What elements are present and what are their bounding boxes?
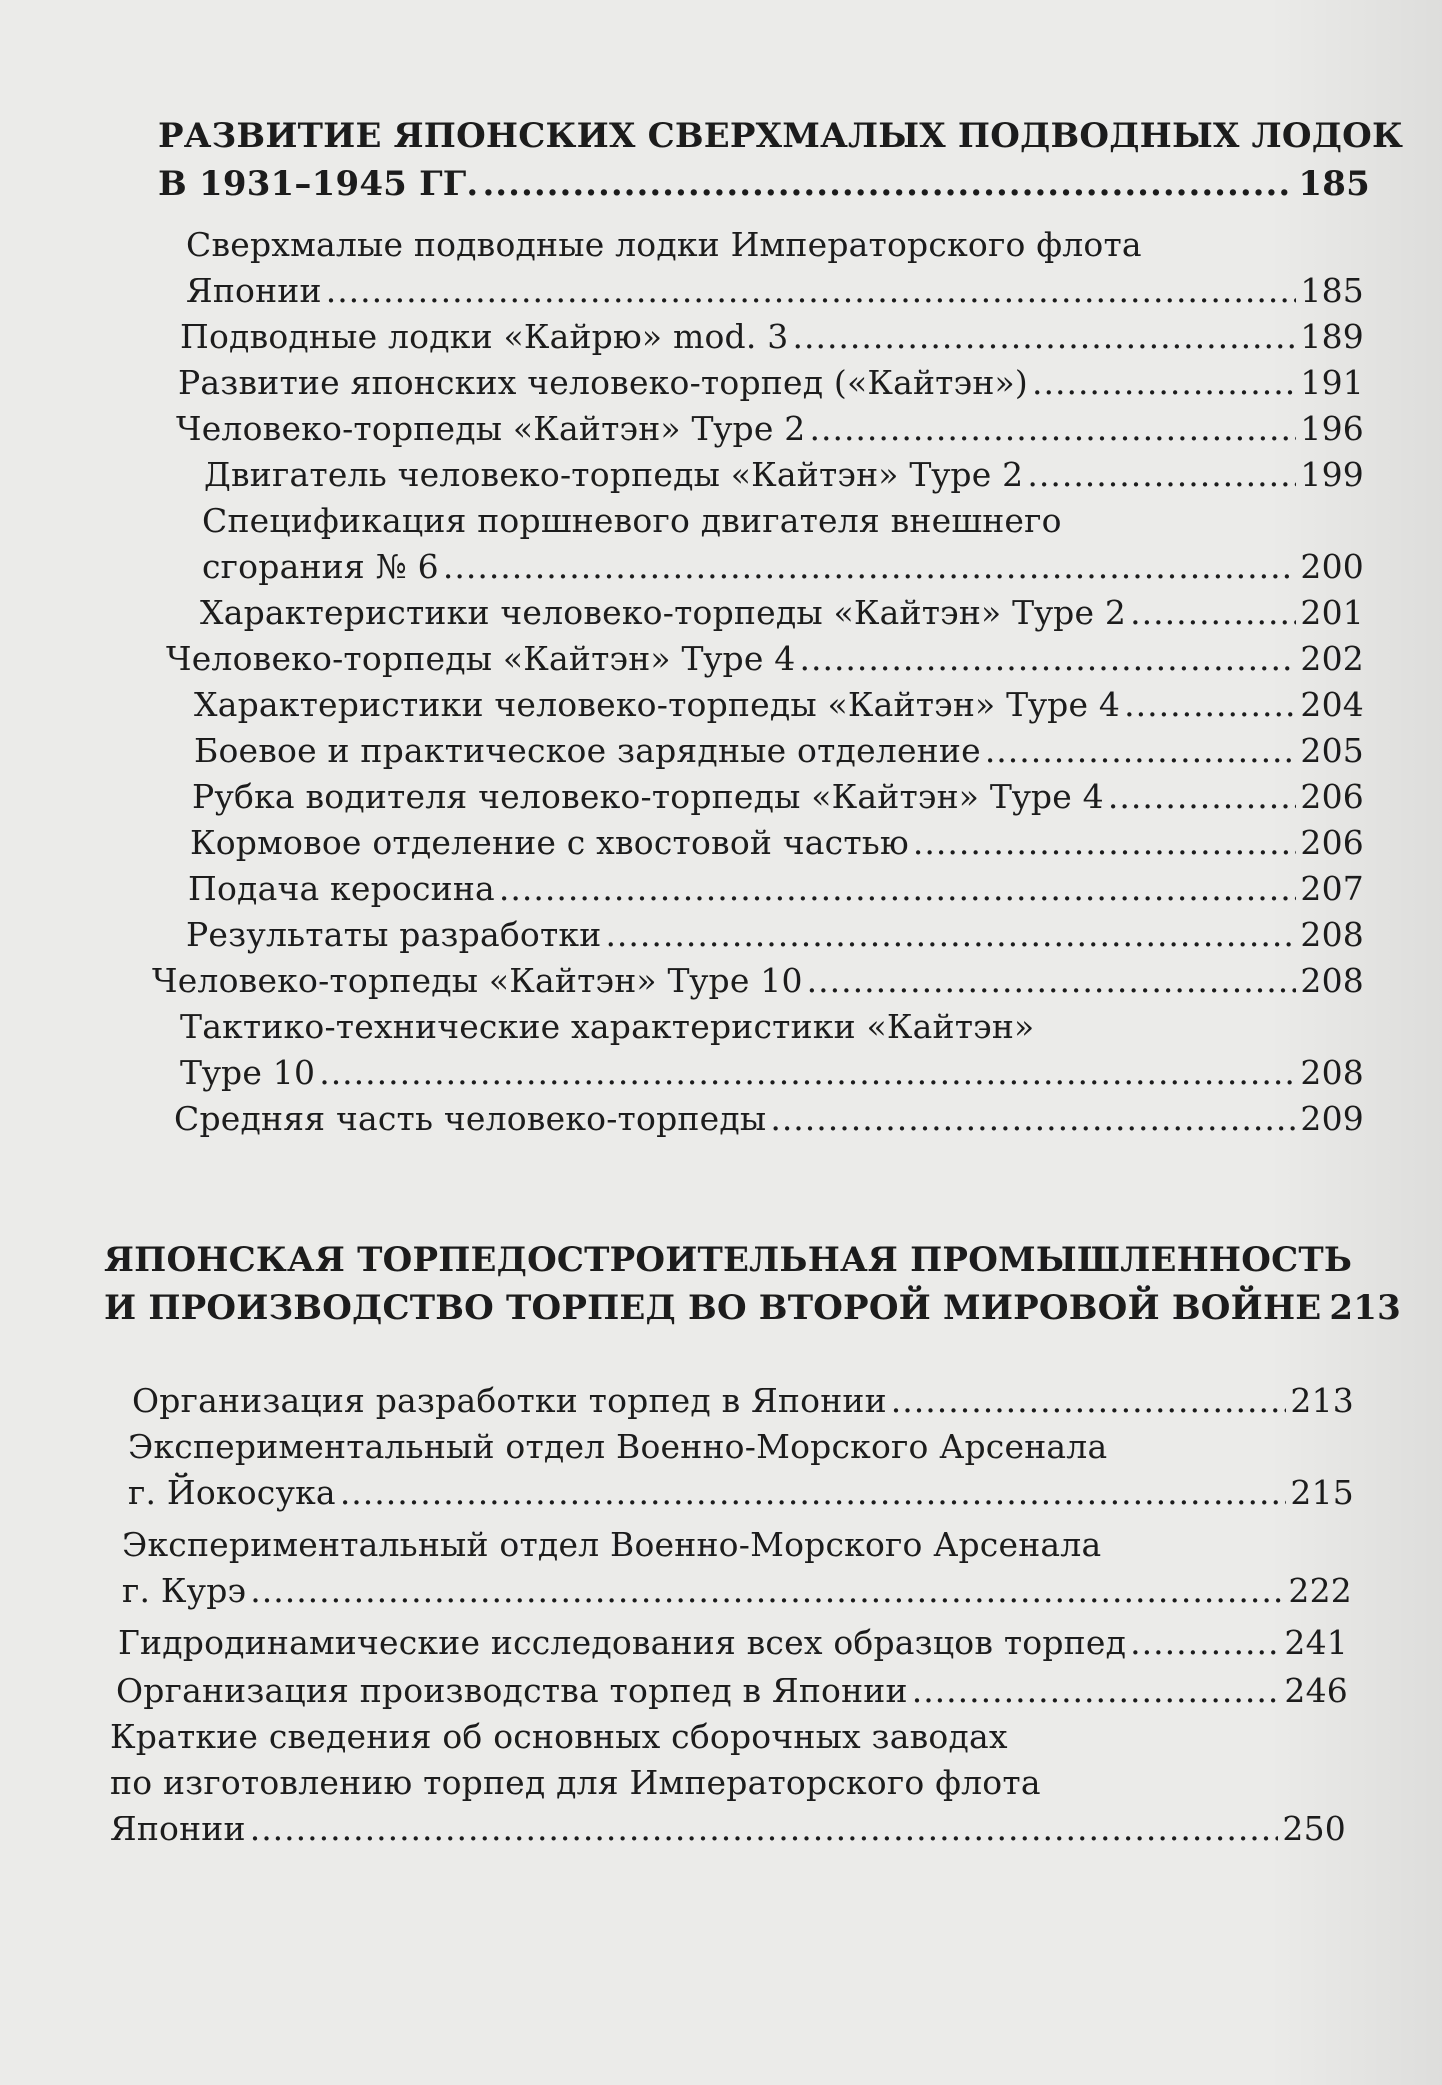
toc-entry: [122, 1522, 1352, 1614]
entry-line: Краткие сведения об основных сборочных заводах: [110, 1717, 1008, 1756]
page-number: 208: [1300, 915, 1364, 954]
entry-last-row: [128, 1470, 1354, 1516]
page-number: 200: [1300, 547, 1364, 586]
toc-entry: [174, 1096, 1364, 1142]
toc-entry: [180, 1004, 1364, 1096]
entry-text: Type 10: [180, 1053, 316, 1092]
toc-entry: [166, 636, 1364, 682]
entry-last-row: [180, 1050, 1364, 1096]
dot-leader: [250, 1568, 1284, 1614]
page-number: 185: [1298, 164, 1370, 204]
dot-leader: [1032, 360, 1296, 406]
entry-line: по изготовлению торпед для Императорского флота: [110, 1763, 1041, 1802]
page-number: 222: [1288, 1571, 1352, 1610]
entry-text: г. Курэ: [122, 1571, 247, 1610]
heading-line: ЯПОНСКАЯ ТОРПЕДОСТРОИТЕЛЬНАЯ ПРОМЫШЛЕННОСТЬ: [104, 1240, 1353, 1280]
toc-entry: [178, 360, 1364, 406]
heading-line: РАЗВИТИЕ ЯПОНСКИХ СВЕРХМАЛЫХ ПОДВОДНЫХ ЛОДОК: [158, 116, 1404, 156]
dot-leader: [799, 636, 1296, 682]
page-number: 208: [1300, 1053, 1364, 1092]
toc-section-1: [158, 112, 1404, 208]
entry-text: Человеко-торпеды «Кайтэн» Type 10: [152, 961, 803, 1000]
toc-entry: [194, 682, 1364, 728]
entry-line: Сверхмалые подводные лодки Императорского флота: [186, 225, 1142, 264]
dot-leader: [1130, 1620, 1280, 1666]
heading-last-row: [104, 1284, 1401, 1332]
heading-last-text: В 1931–1945 ГГ.: [158, 164, 479, 204]
entry-last-row: [202, 544, 1364, 590]
page-number: 205: [1300, 731, 1364, 770]
entry-text: Человеко-торпеды «Кайтэн» Type 4: [166, 639, 796, 678]
section-heading: [158, 112, 1404, 208]
dot-leader: [1027, 452, 1296, 498]
dot-leader: [250, 1806, 1279, 1852]
dot-leader: [807, 958, 1297, 1004]
toc-entry: [132, 1378, 1354, 1424]
page-number: 206: [1300, 823, 1364, 862]
entry-last-row: [186, 268, 1364, 314]
entry-text: Рубка водителя человеко-торпеды «Кайтэн» Type 4: [192, 777, 1104, 816]
toc-entry: [180, 314, 1364, 360]
entry-text: г. Йокосука: [128, 1473, 336, 1512]
entry-last-row: [122, 1568, 1352, 1614]
dot-leader: [1124, 682, 1296, 728]
toc-entry: [200, 590, 1364, 636]
entry-text: Средняя часть человеко-торпеды: [174, 1099, 767, 1138]
entry-text: Гидродинамические исследования всех образцов торпед: [118, 1623, 1127, 1662]
dot-leader: [326, 268, 1297, 314]
page-number: 185: [1300, 271, 1364, 310]
page-number: 250: [1282, 1809, 1346, 1848]
dot-leader: [985, 728, 1297, 774]
entry-last-row: [110, 1806, 1346, 1852]
entry-text: Подводные лодки «Кайрю» mod. 3: [180, 317, 789, 356]
page-number: 191: [1300, 363, 1364, 402]
page-number: 202: [1300, 639, 1364, 678]
entry-text: Организация производства торпед в Японии: [116, 1671, 908, 1710]
toc-entry: [128, 1424, 1354, 1516]
entry-text: Результаты разработки: [186, 915, 602, 954]
toc-entry: [204, 452, 1364, 498]
entry-text: Подача керосина: [188, 869, 495, 908]
page-number: 246: [1284, 1671, 1348, 1710]
heading-last-text: И ПРОИЗВОДСТВО ТОРПЕД ВО ВТОРОЙ МИРОВОЙ ВОЙНЕ: [104, 1288, 1322, 1328]
page-number: 208: [1300, 961, 1364, 1000]
page-number: 207: [1300, 869, 1364, 908]
toc-entry: [186, 222, 1364, 314]
toc-entry: [116, 1668, 1348, 1714]
entry-text: Японии: [186, 271, 322, 310]
dot-leader: [443, 544, 1297, 590]
entry-text: Человеко-торпеды «Кайтэн» Type 2: [176, 409, 806, 448]
dot-leader: [499, 866, 1296, 912]
page-number: 213: [1329, 1288, 1401, 1328]
toc-entry: [202, 498, 1364, 590]
entry-text: Кормовое отделение с хвостовой частью: [190, 823, 909, 862]
entry-text: Организация разработки торпед в Японии: [132, 1381, 887, 1420]
dot-leader: [891, 1378, 1287, 1424]
dot-leader: [1130, 590, 1296, 636]
entry-text: сгорания № 6: [202, 547, 439, 586]
toc-entry: [176, 406, 1364, 452]
page-number: 204: [1300, 685, 1364, 724]
page-number: 213: [1290, 1381, 1354, 1420]
entry-line: Тактико-технические характеристики «Кайтэн»: [180, 1007, 1035, 1046]
toc-entry: [188, 866, 1364, 912]
entry-text: Развитие японских человеко-торпед («Кайтэн»): [178, 363, 1028, 402]
toc-entry: [118, 1620, 1348, 1666]
entry-text: Японии: [110, 1809, 246, 1848]
dot-leader: [792, 314, 1296, 360]
dot-leader: [605, 912, 1296, 958]
entry-text: Боевое и практическое зарядные отделение: [194, 731, 981, 770]
entry-text: Характеристики человеко-торпеды «Кайтэн» Type 2: [200, 593, 1127, 632]
dot-leader: [1108, 774, 1297, 820]
dot-leader: [770, 1096, 1296, 1142]
toc-entry: [192, 774, 1364, 820]
page-number: 241: [1284, 1623, 1348, 1662]
page-number: 189: [1300, 317, 1364, 356]
page-number: 199: [1300, 455, 1364, 494]
heading-last-row: [158, 160, 1370, 208]
toc-entry: [190, 820, 1364, 866]
entry-line: Спецификация поршневого двигателя внешнего: [202, 501, 1062, 540]
entry-line: Экспериментальный отдел Военно-Морского Арсенала: [128, 1427, 1108, 1466]
toc-entry: [194, 728, 1364, 774]
page-number: 215: [1290, 1473, 1354, 1512]
section-heading: [104, 1236, 1401, 1332]
toc-entry: [110, 1714, 1346, 1852]
page-number: 206: [1300, 777, 1364, 816]
dot-leader: [912, 1668, 1281, 1714]
toc-entry: [152, 958, 1364, 1004]
dot-leader: [319, 1050, 1296, 1096]
page-number: 201: [1300, 593, 1364, 632]
dot-leader: [809, 406, 1296, 452]
dot-leader: [340, 1470, 1287, 1516]
toc-section-2: [104, 1236, 1401, 1332]
page-number: 209: [1300, 1099, 1364, 1138]
toc-entry: [186, 912, 1364, 958]
entry-line: Экспериментальный отдел Военно-Морского Арсенала: [122, 1525, 1102, 1564]
dot-leader: [913, 820, 1297, 866]
dot-leader: [482, 160, 1294, 208]
page-number: 196: [1300, 409, 1364, 448]
entry-text: Двигатель человеко-торпеды «Кайтэн» Type 2: [204, 455, 1024, 494]
entry-text: Характеристики человеко-торпеды «Кайтэн» Type 4: [194, 685, 1121, 724]
